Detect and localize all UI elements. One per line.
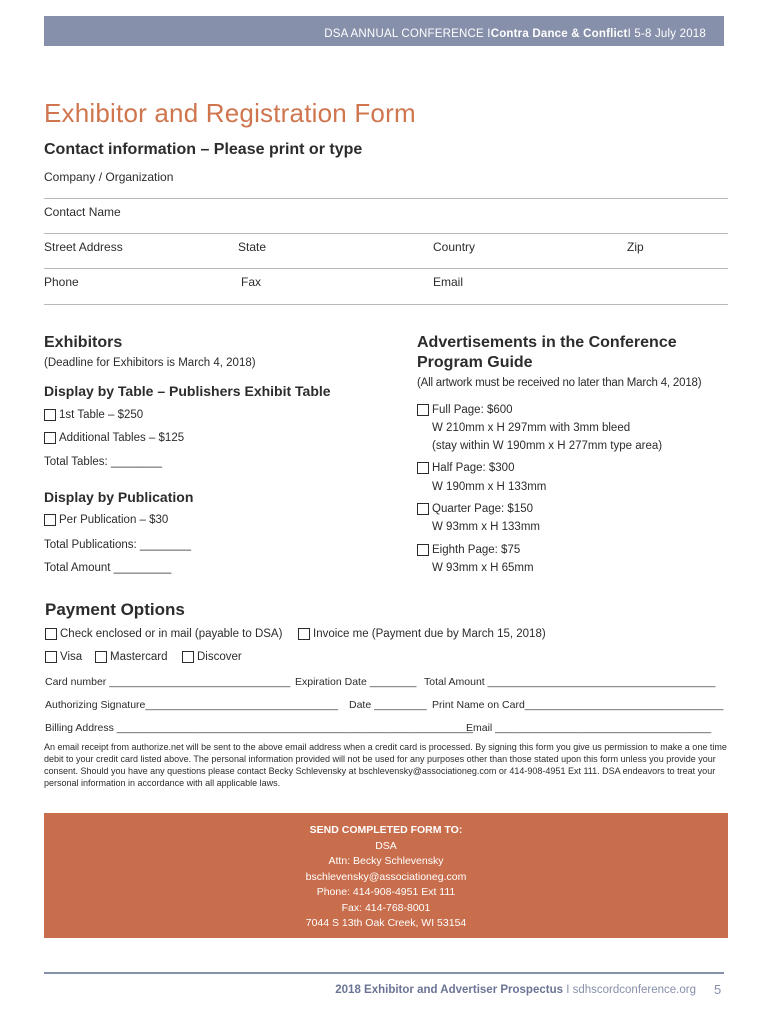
discover-label: Discover xyxy=(197,651,242,663)
header-suffix: I 5-8 July 2018 xyxy=(627,28,706,40)
total-tables-field[interactable]: Total Tables: ________ xyxy=(44,456,163,468)
privacy-notice: An email receipt from authorize.net will be sent to the above email address when a credit card is processed. By signing this form you give us permission to make a one time debit to your credit card listed above. The personal information provided will not be used for any purposes other than those stated upon this form unless you provide your consent. Should you have any questions please contact Becky Schlevensky at bschlevensky@associationeg.com or 414-908-4951 Ext 111. DSA endeavors to treat your personal information in accordance with all applicable laws. xyxy=(44,742,727,788)
exhibitor-total-amount-field[interactable]: Total Amount _________ xyxy=(44,562,172,574)
full-page-checkbox[interactable] xyxy=(417,404,429,416)
page-number: 5 xyxy=(714,982,722,997)
footer-text xyxy=(335,984,696,996)
first-table-checkbox[interactable] xyxy=(44,409,56,421)
fax-label: Fax xyxy=(241,275,262,289)
quarter-page-label: Quarter Page: $150 xyxy=(432,503,534,515)
contact-heading: Contact information – Please print or type xyxy=(44,141,363,158)
ads-heading-line1: Advertisements in the Conference xyxy=(417,334,677,351)
mastercard-label: Mastercard xyxy=(110,651,168,663)
full-page-label: Full Page: $600 xyxy=(432,404,513,416)
additional-tables-checkbox[interactable] xyxy=(44,432,56,444)
street-label: Street Address xyxy=(44,240,123,254)
discover-option[interactable] xyxy=(182,651,242,663)
page-title: Exhibitor and Registration Form xyxy=(44,98,416,128)
eighth-page-dim: W 93mm x H 65mm xyxy=(432,562,534,574)
state-label: State xyxy=(238,240,267,254)
publication-heading: Display by Publication xyxy=(44,489,194,505)
first-table-label: 1st Table – $250 xyxy=(59,409,144,421)
quarter-page-checkbox[interactable] xyxy=(417,503,429,515)
billing-email-field[interactable]: Email _____________________________________ xyxy=(466,722,712,734)
contact-name-field[interactable] xyxy=(44,233,728,234)
print-name-field[interactable]: Print Name on Card__________________________________ xyxy=(432,699,724,711)
exhibitors-heading: Exhibitors xyxy=(44,334,123,351)
total-publications-field[interactable]: Total Publications: ________ xyxy=(44,539,192,551)
half-page-label: Half Page: $300 xyxy=(432,462,515,474)
send-phone: Phone: 414-908-4951 Ext 111 xyxy=(316,886,456,898)
half-page-dim: W 190mm x H 133mm xyxy=(432,481,547,493)
send-attn: Attn: Becky Schlevensky xyxy=(328,855,444,867)
header-bar xyxy=(44,16,724,46)
send-form-box xyxy=(44,813,728,938)
per-publication-option[interactable] xyxy=(44,514,168,526)
payment-total-amount-field[interactable]: Total Amount _______________________________________ xyxy=(424,676,716,688)
visa-label: Visa xyxy=(60,651,83,663)
half-page-checkbox[interactable] xyxy=(417,462,429,474)
phone-field[interactable] xyxy=(44,304,728,305)
visa-option[interactable] xyxy=(45,651,82,663)
email-label: Email xyxy=(433,275,464,289)
company-field[interactable] xyxy=(44,198,728,199)
auth-signature-field[interactable]: Authorizing Signature_________________________________ xyxy=(45,699,339,711)
eighth-page-label: Eighth Page: $75 xyxy=(432,544,521,556)
mastercard-checkbox[interactable] xyxy=(95,651,107,663)
footer-separator: I xyxy=(563,984,573,996)
address-field[interactable] xyxy=(44,268,728,269)
check-label: Check enclosed or in mail (payable to DSA) xyxy=(60,628,283,640)
footer-site-link[interactable]: sdhscordconference.org xyxy=(572,984,696,996)
send-title: SEND COMPLETED FORM TO: xyxy=(309,824,463,836)
country-label: Country xyxy=(433,240,476,254)
ads-heading xyxy=(417,333,677,373)
table-heading: Display by Table – Publishers Exhibit Table xyxy=(44,383,331,399)
send-email-link[interactable]: bschlevensky@associationeg.com xyxy=(305,870,467,883)
header-prefix: DSA ANNUAL CONFERENCE I xyxy=(324,28,491,40)
full-page-dim1: W 210mm x H 297mm with 3mm bleed xyxy=(432,422,631,434)
invoice-option[interactable] xyxy=(298,628,546,640)
phone-label: Phone xyxy=(44,275,79,289)
mastercard-option[interactable] xyxy=(95,651,168,663)
invoice-label: Invoice me (Payment due by March 15, 2018) xyxy=(313,628,546,640)
full-page-option[interactable] xyxy=(417,404,513,416)
send-address: 7044 S 13th Oak Creek, WI 53154 xyxy=(305,917,467,929)
payment-heading: Payment Options xyxy=(45,600,185,619)
footer-title: 2018 Exhibitor and Advertiser Prospectus xyxy=(335,984,564,996)
eighth-page-checkbox[interactable] xyxy=(417,544,429,556)
contact-name-label: Contact Name xyxy=(44,205,121,219)
discover-checkbox[interactable] xyxy=(182,651,194,663)
additional-tables-label: Additional Tables – $125 xyxy=(59,432,185,444)
additional-tables-option[interactable] xyxy=(44,432,184,444)
eighth-page-option[interactable] xyxy=(417,544,520,556)
send-org: DSA xyxy=(375,839,397,852)
date-field[interactable]: Date _________ xyxy=(349,699,427,711)
card-number-field[interactable]: Card number _______________________________ xyxy=(45,676,291,688)
exhibitors-deadline: (Deadline for Exhibitors is March 4, 2018) xyxy=(44,357,256,369)
first-table-option[interactable] xyxy=(44,409,143,421)
check-checkbox[interactable] xyxy=(45,628,57,640)
half-page-option[interactable] xyxy=(417,462,514,474)
footer-divider xyxy=(44,972,724,974)
company-label: Company / Organization xyxy=(44,170,174,184)
full-page-dim2: (stay within W 190mm x H 277mm type area) xyxy=(432,440,663,452)
expiration-date-field[interactable]: Expiration Date ________ xyxy=(295,676,417,688)
ads-heading-line2: Program Guide xyxy=(417,354,533,371)
ads-note: (All artwork must be received no later than March 4, 2018) xyxy=(417,377,702,389)
zip-label: Zip xyxy=(627,240,644,254)
quarter-page-dim: W 93mm x H 133mm xyxy=(432,521,540,533)
invoice-checkbox[interactable] xyxy=(298,628,310,640)
quarter-page-option[interactable] xyxy=(417,503,533,515)
per-publication-checkbox[interactable] xyxy=(44,514,56,526)
header-theme: Contra Dance & Conflict xyxy=(490,28,628,40)
visa-checkbox[interactable] xyxy=(45,651,57,663)
billing-address-field[interactable]: Billing Address _____________________________________________________________ xyxy=(45,722,474,734)
check-option[interactable] xyxy=(45,628,282,640)
send-fax: Fax: 414-768-8001 xyxy=(341,901,431,914)
per-publication-label: Per Publication – $30 xyxy=(59,514,169,526)
